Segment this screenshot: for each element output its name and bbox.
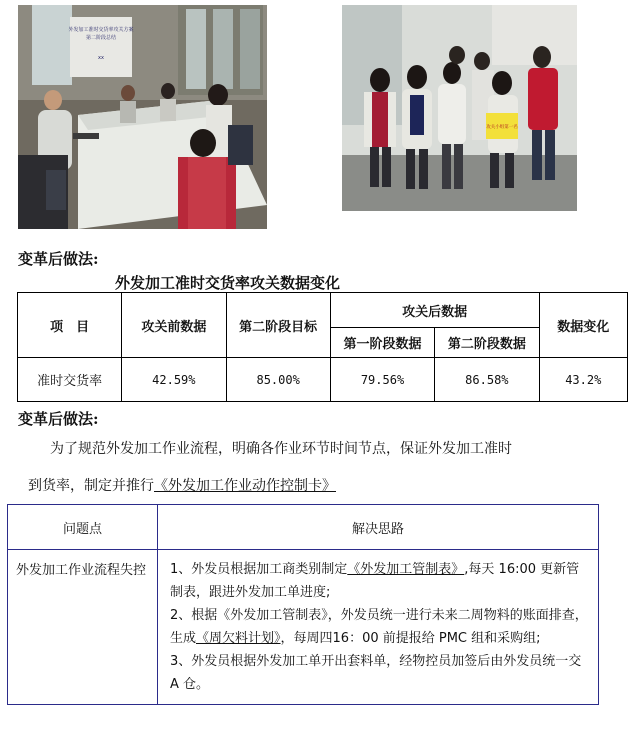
header-change: 数据变化: [539, 293, 627, 358]
screen-line2: 第二阶段总结: [85, 35, 117, 41]
screen-line3: xx: [98, 55, 104, 61]
screen-line1: 外发加工准时交货率攻关方案: [68, 27, 134, 33]
header-phase2: 第二阶段数据: [435, 328, 539, 358]
header-before: 攻关前数据: [122, 293, 226, 358]
header-target: 第二阶段目标: [226, 293, 330, 358]
value-phase2: 86.58%: [435, 358, 539, 402]
value-target: 85.00%: [226, 358, 330, 402]
table-title: 外发加工准时交货率攻关数据变化: [115, 274, 341, 292]
group-photo: [342, 5, 577, 211]
problem-cell: 外发加工作业流程失控: [8, 550, 158, 705]
meeting-photo: [18, 5, 267, 229]
solution-step-1: 1、外发员根据加工商类别制定《外发加工管制表》,每天 16:00 更新管制表，跟进外发加工单进度;: [170, 562, 580, 600]
value-phase1: 79.56%: [330, 358, 434, 402]
header-problem: 问题点: [8, 505, 158, 550]
control-table-link: 《外发加工管制表》: [347, 562, 465, 577]
paragraph-prefix: 到货率，制定并推行: [28, 478, 154, 494]
row-label: 准时交货率: [18, 358, 122, 402]
header-item: 项 目: [18, 293, 122, 358]
paragraph-line-2: [28, 476, 336, 496]
solution-cell: [158, 550, 599, 705]
projector-screen: [70, 17, 132, 77]
data-comparison-table: [17, 292, 628, 402]
section-heading-2: 变革后做法:: [18, 410, 99, 428]
header-phase1: 第一阶段数据: [330, 328, 434, 358]
weekly-shortage-plan-link: 《周欠料计划》: [196, 631, 281, 646]
header-solution: 解决思路: [158, 505, 599, 550]
solution-step-2: 2、根据《外发加工管制表》，外发员统一进行未来二周物料的账面排查，生成《周欠料计划》，每周四16：00 前提报给 PMC 组和采购组;: [170, 608, 588, 646]
value-before: 42.59%: [122, 358, 226, 402]
paragraph-line-1: 为了规范外发加工作业流程，明确各作业环节时间节点，保证外发加工准时: [50, 441, 512, 457]
section-heading: 变革后做法:: [18, 250, 99, 268]
held-sign-text: 攻关小组第一名: [486, 125, 518, 130]
problem-solution-table: [7, 504, 599, 705]
solution-step-3: 3、外发员根据外发加工单开出套料单，经物控员加签后由外发员统一交 A 仓。: [170, 654, 582, 692]
value-change: 43.2%: [539, 358, 627, 402]
header-after-group: 攻关后数据: [330, 293, 539, 328]
control-card-link: 《外发加工作业动作控制卡》: [154, 478, 336, 494]
